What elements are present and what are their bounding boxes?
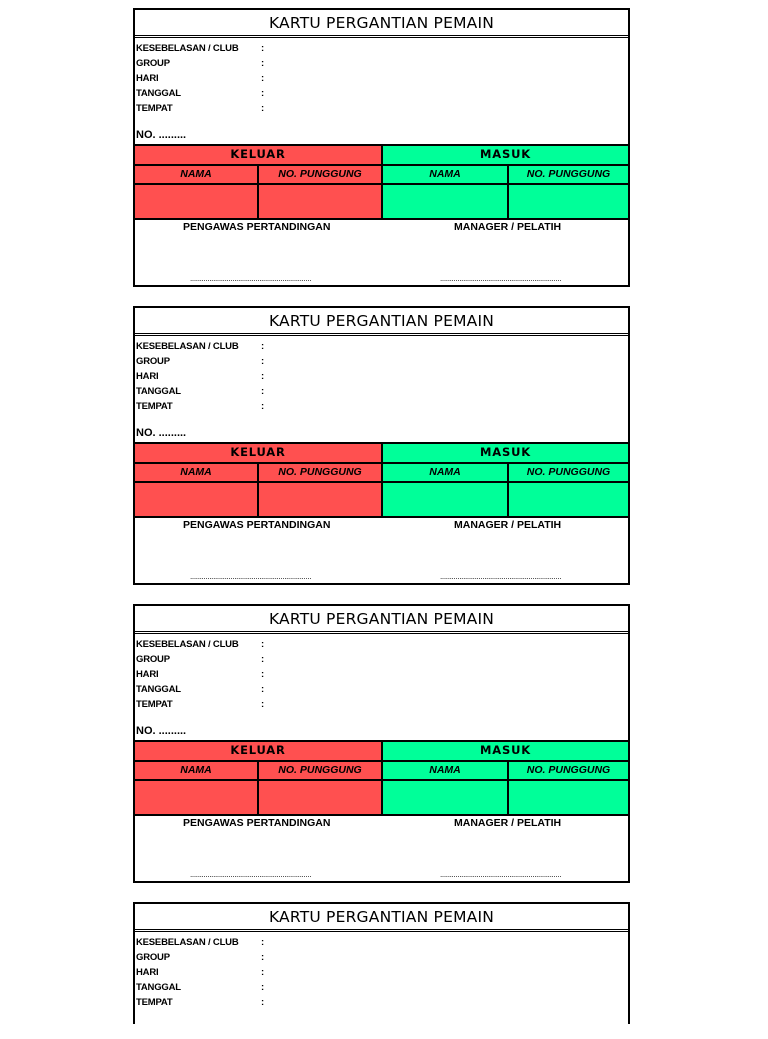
field-club — [136, 639, 264, 651]
field-colon: : — [261, 58, 264, 69]
field-day — [136, 371, 264, 383]
field-colon: : — [261, 937, 264, 948]
field-label: KESEBELASAN / CLUB — [136, 341, 239, 352]
out-name-cell[interactable] — [135, 779, 259, 816]
field-group — [136, 58, 264, 70]
manager-label: MANAGER / PELATIH — [454, 519, 562, 531]
field-colon: : — [261, 699, 264, 710]
field-club — [136, 937, 264, 949]
out-number-header: NO. PUNGGUNG — [259, 164, 383, 183]
field-colon: : — [261, 997, 264, 1008]
field-label: TEMPAT — [136, 997, 173, 1008]
card-number: NO. ......... — [136, 129, 187, 141]
card-fields — [135, 336, 628, 443]
out-name-header: NAMA — [135, 164, 259, 183]
field-label: GROUP — [136, 356, 170, 367]
in-header: MASUK — [383, 442, 628, 462]
in-number-header: NO. PUNGGUNG — [509, 760, 628, 779]
out-name-cell[interactable] — [135, 481, 259, 518]
out-name-header: NAMA — [135, 760, 259, 779]
field-colon: : — [261, 684, 264, 695]
field-colon: : — [261, 356, 264, 367]
field-place — [136, 103, 264, 115]
out-name-header: NAMA — [135, 462, 259, 481]
out-number-header: NO. PUNGGUNG — [259, 760, 383, 779]
field-label: TANGGAL — [136, 982, 181, 993]
field-colon: : — [261, 967, 264, 978]
field-group — [136, 654, 264, 666]
field-colon: : — [261, 341, 264, 352]
field-label: HARI — [136, 967, 159, 978]
out-number-cell[interactable] — [259, 183, 383, 220]
in-name-header: NAMA — [383, 462, 509, 481]
in-name-header: NAMA — [383, 164, 509, 183]
substitution-card-3 — [133, 604, 630, 883]
field-day — [136, 73, 264, 85]
field-place — [136, 699, 264, 711]
card-fields — [135, 38, 628, 145]
in-number-cell[interactable] — [509, 779, 628, 816]
manager-label: MANAGER / PELATIH — [454, 817, 562, 829]
card-number: NO. ......... — [136, 725, 187, 737]
field-label: TEMPAT — [136, 103, 173, 114]
field-colon: : — [261, 982, 264, 993]
field-group — [136, 356, 264, 368]
substitution-card-2 — [133, 306, 630, 585]
field-colon: : — [261, 654, 264, 665]
substitution-table — [135, 740, 628, 816]
card-fields — [135, 932, 628, 1039]
substitution-card-1 — [133, 8, 630, 287]
field-label: GROUP — [136, 952, 170, 963]
out-header: KELUAR — [135, 740, 383, 760]
out-number-header: NO. PUNGGUNG — [259, 462, 383, 481]
field-colon: : — [261, 669, 264, 680]
field-colon: : — [261, 88, 264, 99]
out-number-cell[interactable] — [259, 779, 383, 816]
manager-signature-line: ............................................................... — [440, 572, 562, 581]
in-name-header: NAMA — [383, 760, 509, 779]
card-title: KARTU PERGANTIAN PEMAIN — [135, 10, 628, 38]
in-number-header: NO. PUNGGUNG — [509, 462, 628, 481]
referee-label: PENGAWAS PERTANDINGAN — [183, 221, 331, 233]
substitution-table — [135, 442, 628, 518]
field-club — [136, 341, 264, 353]
in-name-cell[interactable] — [383, 183, 509, 220]
manager-signature-line: ............................................................... — [440, 274, 562, 283]
field-label: GROUP — [136, 654, 170, 665]
in-header: MASUK — [383, 740, 628, 760]
field-colon: : — [261, 952, 264, 963]
card-title: KARTU PERGANTIAN PEMAIN — [135, 606, 628, 634]
referee-signature-line: ............................................................... — [190, 572, 312, 581]
field-place — [136, 997, 264, 1009]
out-header: KELUAR — [135, 442, 383, 462]
substitution-table — [135, 144, 628, 220]
field-group — [136, 952, 264, 964]
card-fields — [135, 634, 628, 741]
field-date — [136, 386, 264, 398]
field-colon: : — [261, 639, 264, 650]
card-number: NO. ......... — [136, 427, 187, 439]
in-name-cell[interactable] — [383, 779, 509, 816]
manager-signature-line: ............................................................... — [440, 870, 562, 879]
in-number-cell[interactable] — [509, 481, 628, 518]
field-colon: : — [261, 386, 264, 397]
field-label: HARI — [136, 371, 159, 382]
out-name-cell[interactable] — [135, 183, 259, 220]
in-number-header: NO. PUNGGUNG — [509, 164, 628, 183]
field-colon: : — [261, 103, 264, 114]
card-title: KARTU PERGANTIAN PEMAIN — [135, 904, 628, 932]
field-label: TANGGAL — [136, 386, 181, 397]
field-label: KESEBELASAN / CLUB — [136, 43, 239, 54]
field-label: KESEBELASAN / CLUB — [136, 639, 239, 650]
field-colon: : — [261, 43, 264, 54]
out-header: KELUAR — [135, 144, 383, 164]
field-day — [136, 669, 264, 681]
field-label: HARI — [136, 669, 159, 680]
field-label: TEMPAT — [136, 699, 173, 710]
field-day — [136, 967, 264, 979]
manager-label: MANAGER / PELATIH — [454, 221, 562, 233]
substitution-card-4 — [133, 902, 630, 1024]
in-number-cell[interactable] — [509, 183, 628, 220]
card-title: KARTU PERGANTIAN PEMAIN — [135, 308, 628, 336]
field-label: HARI — [136, 73, 159, 84]
field-label: TEMPAT — [136, 401, 173, 412]
field-label: TANGGAL — [136, 88, 181, 99]
field-colon: : — [261, 73, 264, 84]
referee-signature-line: ............................................................... — [190, 274, 312, 283]
field-colon: : — [261, 401, 264, 412]
referee-label: PENGAWAS PERTANDINGAN — [183, 817, 331, 829]
field-label: GROUP — [136, 58, 170, 69]
out-number-cell[interactable] — [259, 481, 383, 518]
field-date — [136, 88, 264, 100]
in-name-cell[interactable] — [383, 481, 509, 518]
in-header: MASUK — [383, 144, 628, 164]
referee-signature-line: ............................................................... — [190, 870, 312, 879]
field-colon: : — [261, 371, 264, 382]
field-label: KESEBELASAN / CLUB — [136, 937, 239, 948]
field-label: TANGGAL — [136, 684, 181, 695]
field-date — [136, 982, 264, 994]
field-place — [136, 401, 264, 413]
field-date — [136, 684, 264, 696]
referee-label: PENGAWAS PERTANDINGAN — [183, 519, 331, 531]
field-club — [136, 43, 264, 55]
